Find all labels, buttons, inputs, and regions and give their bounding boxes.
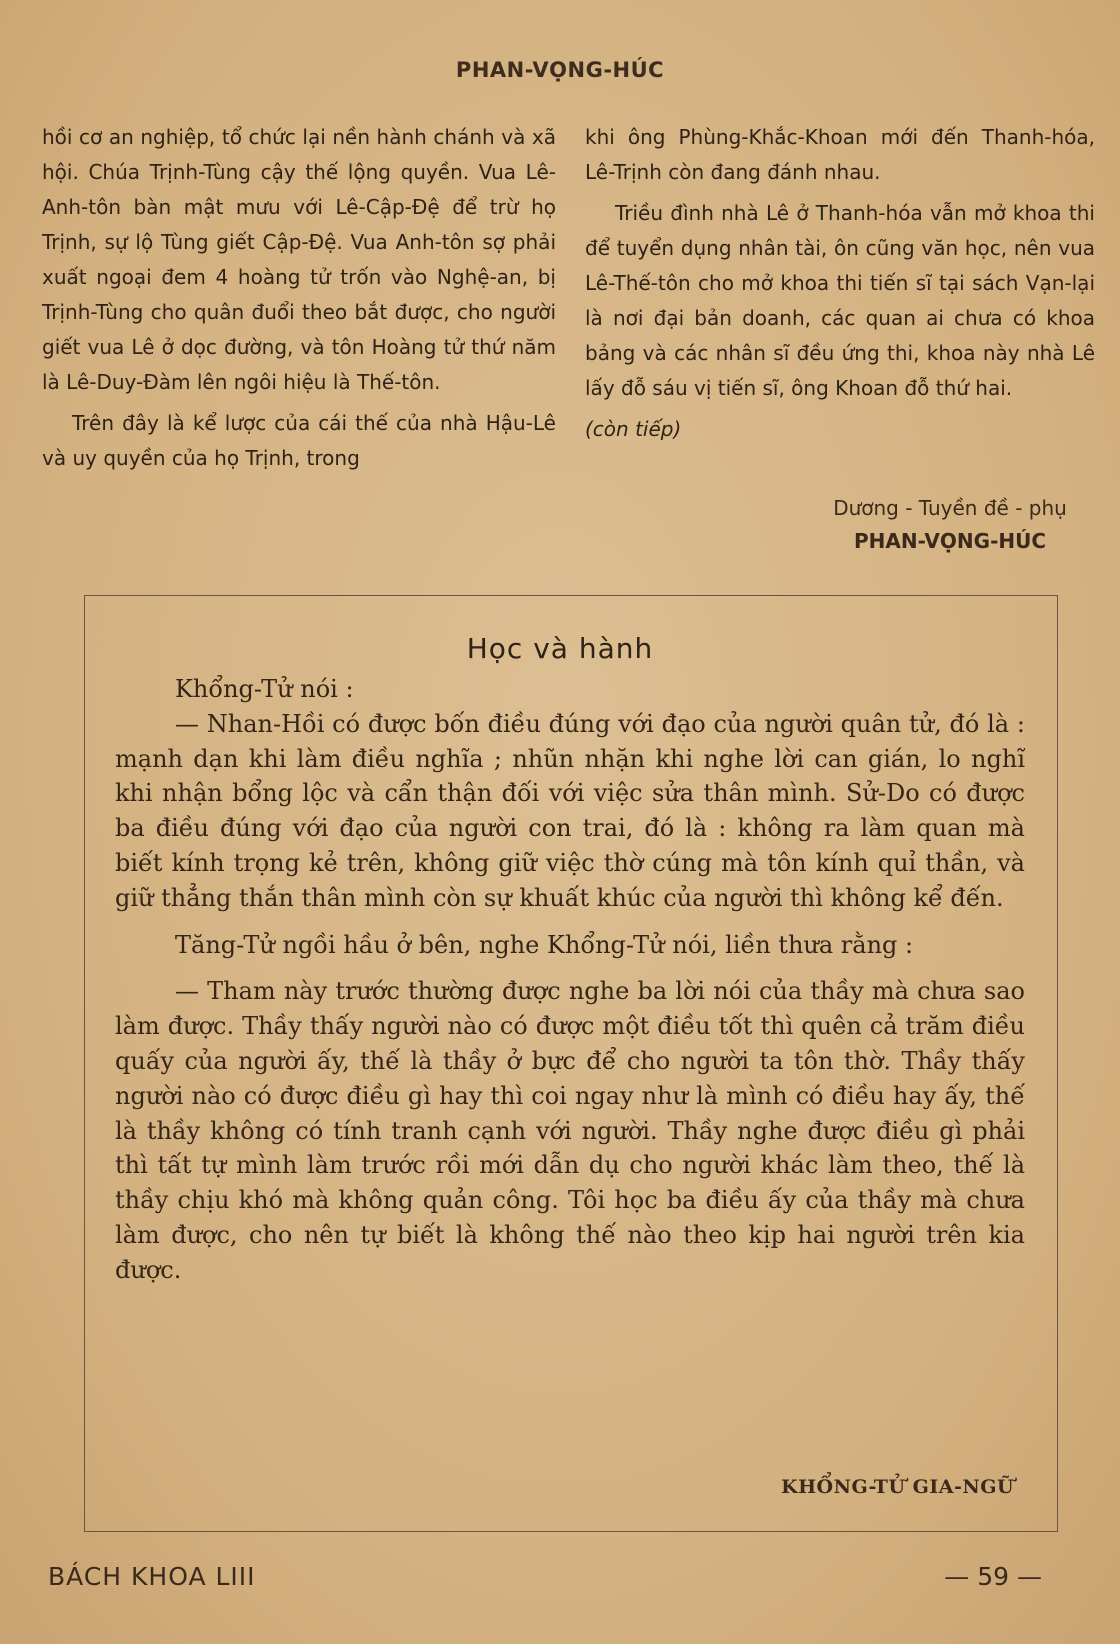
article-paragraph-3: — Tham này trước thường được nghe ba lời nói của thầy mà chưa sao làm được. Thầy thấy người nào có được một điều tốt thì quên cả trăm điều quấy của người ấy, thế là thầy ở bực để cho người ta tôn thờ. Thầy thấy người nào có được điều gì hay thì coi ngay như là mình có điều hay ấy, thế là thầy không có tính tranh cạnh với người. Thầy nghe được điều gì phải thì tất tự mình làm trước rồi mới dẫn dụ cho người khác làm theo, thế là thầy chịu khó mà không quản công. Tôi học ba điều ấy của thầy mà chưa làm được, cho nên tự biết là không thế nào theo kịp hai người trên kia được. [115, 977, 1025, 1284]
author-signature [800, 492, 1100, 558]
page-number: — 59 — [944, 1562, 1042, 1591]
continued-note: (còn tiếp) [585, 417, 682, 441]
right-paragraph-2: Triều đình nhà Lê ở Thanh-hóa vẫn mở khoa thi để tuyển dụng nhân tài, ôn cũng văn học, nên vua Lê-Thế-tôn cho mở khoa thi tiến sĩ tại sách Vạn-lại là nơi đại bản doanh, các quan ai chưa có khoa bảng và các nhân sĩ đều ứng thi, khoa này nhà Lê lấy đỗ sáu vị tiến sĩ, ông Khoan đỗ thứ hai. [585, 201, 1095, 400]
signature-name: PHAN-VỌNG-HÚC [853, 529, 1047, 553]
signature-line: Dương - Tuyền đề - phụ [833, 496, 1067, 520]
left-paragraph-2: Trên đây là kể lược của cái thế của nhà Hậu-Lê và uy quyền của họ Trịnh, trong [42, 411, 556, 470]
magazine-issue: BÁCH KHOA LIII [48, 1562, 256, 1591]
right-paragraph-1: khi ông Phùng-Khắc-Khoan mới đến Thanh-hóa, Lê-Trịnh còn đang đánh nhau. [585, 125, 1095, 184]
boxed-article-title: Học và hành [466, 632, 654, 665]
page-header: PHAN-VỌNG-HÚC [455, 58, 665, 82]
boxed-article-body [115, 672, 1025, 1288]
right-column [585, 120, 1095, 453]
article-intro: Khổng-Tử nói : [175, 675, 354, 703]
article-source: KHỔNG-TỬ GIA-NGỮ [781, 1476, 1014, 1498]
article-paragraph-2: Tăng-Tử ngồi hầu ở bên, nghe Khổng-Tử nói, liền thưa rằng : [175, 930, 914, 959]
left-paragraph-1: hồi cơ an nghiệp, tổ chức lại nền hành chánh và xã hội. Chúa Trịnh-Tùng cậy thế lộng quyền. Vua Lê-Anh-tôn bàn mật mưu với Lê-Cập-Đệ để trừ họ Trịnh, sự lộ Tùng giết Cập-Đệ. Vua Anh-tôn sợ phải xuất ngoại đem 4 hoàng tử trốn vào Nghệ-an, bị Trịnh-Tùng cho quân đuổi theo bắt được, cho người giết vua Lê ở dọc đường, và tôn Hoàng tử thứ năm là Lê-Duy-Đàm lên ngôi hiệu là Thế-tôn. [42, 125, 556, 394]
article-paragraph-1: — Nhan-Hồi có được bốn điều đúng với đạo của người quân tử, đó là : mạnh dạn khi làm điều nghĩa ; nhũn nhặn khi nghe lời can gián, lo nghĩ khi nhận bổng lộc và cẩn thận đối với việc sửa thân mình. Sử-Do có được ba điều đúng với đạo của người con trai, đó là : không ra làm quan mà biết kính trọng kẻ trên, không giữ việc thờ cúng mà tôn kính quỉ thần, và giữ thẳng thắn thân mình còn sự khuất khúc của người thì không kể đến. [115, 709, 1025, 912]
left-column [42, 120, 556, 482]
